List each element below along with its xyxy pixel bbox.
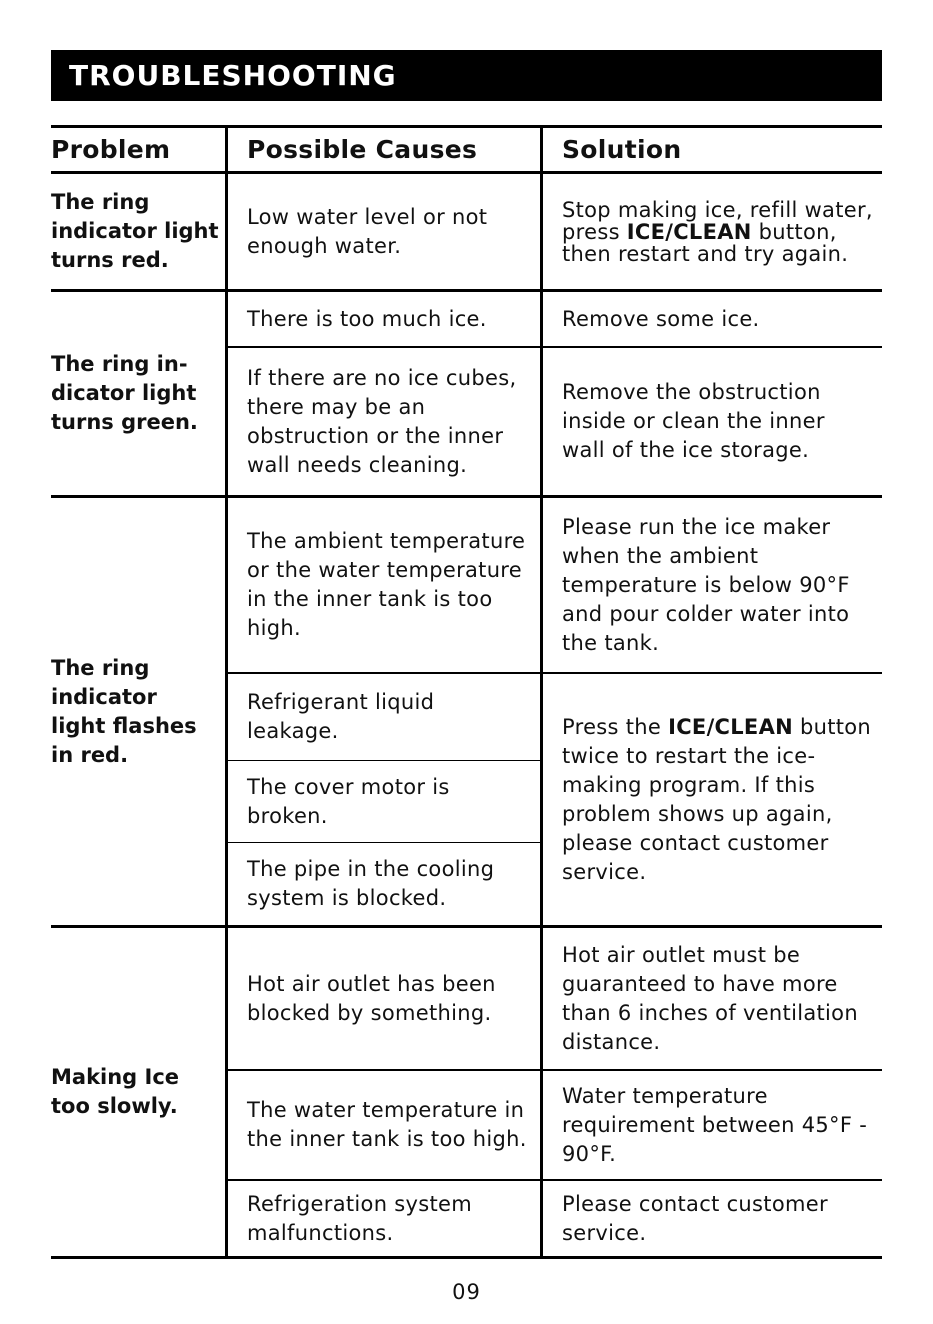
cause-high-temperature: The ambient temperature or the water temperature in the inner tank is too high.: [247, 529, 526, 640]
solution-run-when-cool: Please run the ice maker when the ambient temperature is below 90°F and pour colder water into the tank.: [562, 514, 850, 655]
solution-remove-ice: Remove some ice.: [562, 306, 760, 331]
solution-ventilation: Hot air outlet must be guaranteed to have more than 6 inches of ventilation distance.: [562, 942, 858, 1054]
solution-text: Press the: [562, 714, 669, 739]
solution-restart-program: [562, 674, 880, 925]
problem-red-light: The ring indicator light turns red.: [51, 190, 219, 272]
page-number: 09: [452, 1280, 481, 1304]
header-problem: Problem: [51, 135, 171, 164]
column-divider: [225, 126, 228, 1259]
cause-refrigerant-leak: Refrigerant liquid leakage.: [247, 690, 435, 743]
ice-clean-label: ICE/CLEAN: [668, 714, 793, 739]
problem-flashing-red: The ring indicator light flashes in red.: [51, 655, 197, 767]
cause-outlet-blocked: Hot air outlet has been blocked by something.: [247, 971, 496, 1025]
header-solution: Solution: [562, 135, 682, 164]
section-title: TROUBLESHOOTING: [51, 50, 882, 101]
solution-text: button, then restart and try again.: [562, 219, 849, 266]
solution-remove-obstruction: Remove the obstruction inside or clean the inner wall of the ice storage.: [562, 380, 825, 462]
table-bottom-rule: [51, 1256, 882, 1259]
solution-text: Stop making ice, refill water, press: [562, 197, 873, 244]
solution-water-temperature: Water temperature requirement between 45°F - 90°F.: [562, 1083, 868, 1166]
cause-obstruction: If there are no ice cubes, there may be an obstruction or the inner wall needs cleaning.: [247, 365, 517, 477]
column-divider: [540, 126, 543, 1259]
problem-green-light: The ring in- dicator light turns green.: [51, 352, 198, 434]
ice-clean-label: ICE/CLEAN: [626, 219, 752, 244]
cause-too-much-ice: There is too much ice.: [247, 306, 487, 331]
cause-water-too-hot: The water temperature in the inner tank is too high.: [247, 1098, 527, 1151]
cause-low-water: Low water level or not enough water.: [247, 204, 488, 258]
solution-text: button twice to restart the ice-making program. If this problem shows up again, please contact customer service.: [562, 714, 872, 884]
solution-refill-water: [562, 174, 880, 289]
header-causes: Possible Causes: [247, 135, 478, 164]
cause-refrigeration-malfunction: Refrigeration system malfunctions.: [247, 1191, 473, 1245]
solution-contact-service: Please contact customer service.: [562, 1191, 828, 1245]
cause-cover-motor: The cover motor is broken.: [247, 774, 450, 828]
problem-slow-ice: Making Ice too slowly.: [51, 1065, 180, 1118]
cause-pipe-blocked: The pipe in the cooling system is blocked.: [247, 857, 495, 910]
